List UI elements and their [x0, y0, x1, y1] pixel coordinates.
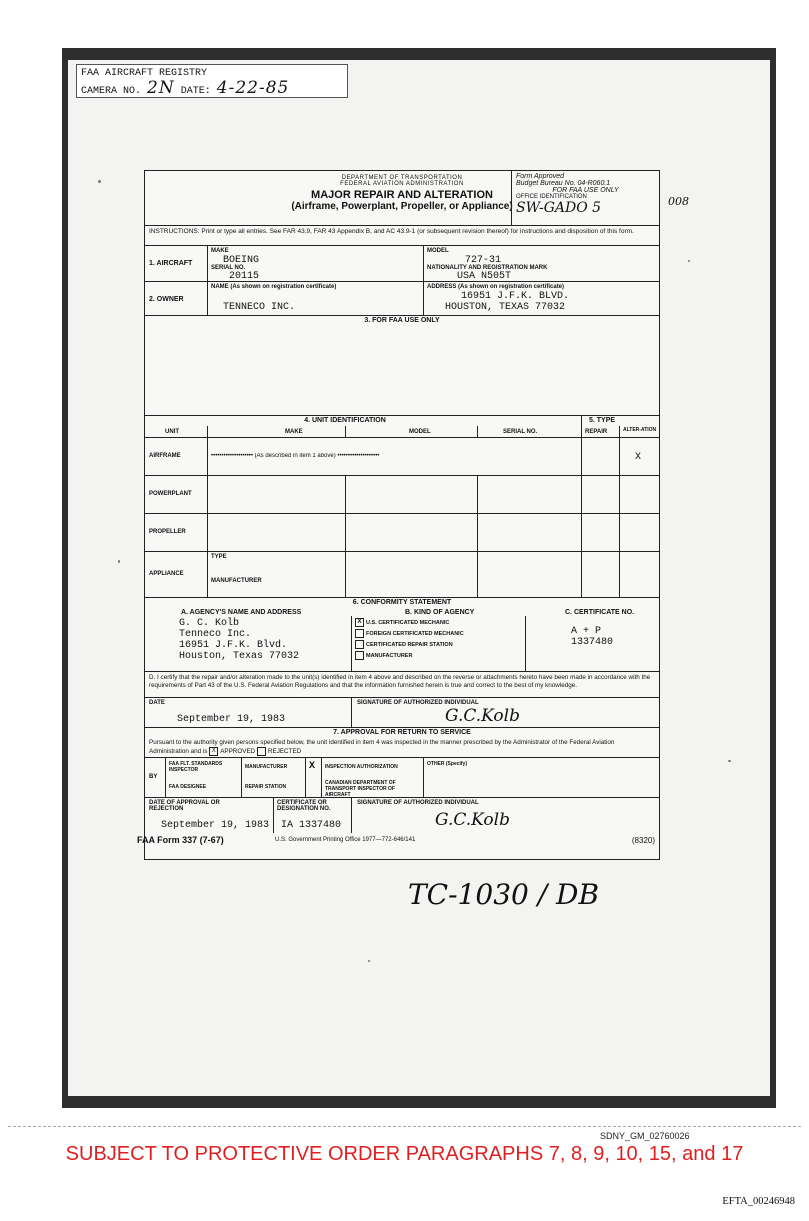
approval-date: September 19, 1983	[161, 820, 270, 831]
model-label: MODEL	[427, 248, 449, 254]
protective-order-notice: SUBJECT TO PROTECTIVE ORDER PARAGRAPHS 7, 8, 9, 10, 15, and 17	[65, 1143, 744, 1165]
airframe-description: •••••••••••••••••••• (As described in item 1 above) ••••••••••••••••••••	[211, 453, 380, 459]
cell-divider	[423, 282, 424, 315]
cell-divider	[619, 552, 620, 597]
owner-row	[145, 281, 659, 315]
efta-number: EFTA_00246948	[722, 1196, 795, 1207]
form-code: (8320)	[631, 836, 655, 845]
kind-label-station: CERTIFICATED REPAIR STATION	[366, 642, 453, 648]
cell-divider	[207, 246, 208, 281]
cell-divider	[619, 514, 620, 551]
kind-option	[355, 651, 464, 662]
cell-divider	[581, 438, 582, 475]
scanned-page	[62, 48, 776, 1108]
cell-divider	[351, 616, 352, 672]
unit-row-powerplant	[145, 475, 659, 513]
option-other: OTHER (Specify)	[427, 761, 468, 767]
type-section: 5. TYPE	[589, 417, 616, 424]
office-id-value: SW-GADO 5	[516, 200, 602, 216]
agency-line: Houston, Texas 77032	[179, 651, 300, 662]
col-serial: SERIAL NO.	[503, 429, 538, 435]
cell-divider	[207, 514, 208, 551]
document-id: SDNY_GM_02760026	[600, 1131, 690, 1141]
divider-line	[8, 1126, 801, 1127]
cell-divider	[423, 758, 424, 797]
cell-divider	[581, 552, 582, 597]
cert-line: A + P	[571, 626, 602, 637]
rejected-label: REJECTED	[267, 748, 302, 756]
unit-row-propeller	[145, 513, 659, 551]
kind-checkbox	[355, 629, 364, 638]
noise-speck	[728, 760, 731, 762]
cell-divider	[351, 798, 352, 833]
noise-speck	[118, 560, 120, 563]
form-footer	[137, 833, 659, 859]
conformity-signature-row	[145, 697, 659, 727]
approval-row	[145, 727, 659, 757]
cell-divider	[207, 552, 208, 597]
appliance-type-label: TYPE	[211, 554, 227, 560]
approved-label: APPROVED	[220, 748, 256, 756]
cell-divider	[581, 476, 582, 513]
conformity-date: September 19, 1983	[177, 714, 286, 725]
approval-statement: Pursuant to the authority given persons specified below, the unit identified in item 4 was inspected in the manner prescribed by the Administrator of the Federal Aviation Administration and is	[149, 739, 615, 756]
kind-label-foreign: FOREIGN CERTIFICATED MECHANIC	[366, 631, 464, 637]
cert-label: C. CERTIFICATE NO.	[565, 609, 635, 616]
owner-name-label: NAME (As shown on registration certificate)	[211, 284, 337, 290]
cell-divider	[477, 514, 478, 551]
approval-date-label: DATE OF APPROVAL OR REJECTION	[149, 800, 220, 812]
cert-lines	[571, 626, 613, 648]
conformity-section: 6. CONFORMITY STATEMENT	[352, 599, 452, 606]
aircraft-nationality: USA N505T	[457, 271, 512, 282]
noise-speck	[98, 180, 101, 183]
unit-propeller: PROPELLER	[149, 529, 186, 535]
conformity-row	[145, 597, 659, 671]
kind-option	[355, 618, 464, 629]
approval-cert-label: CERTIFICATE OR DESIGNATION NO.	[277, 800, 331, 812]
cell-divider	[345, 552, 346, 597]
approved-checkbox: X	[209, 747, 218, 756]
administration: FEDERAL AVIATION ADMINISTRATION	[340, 181, 464, 187]
faa-use-only: FOR FAA USE ONLY	[552, 187, 619, 194]
cell-divider	[423, 246, 424, 281]
unit-header-row	[145, 415, 659, 437]
department: DEPARTMENT OF TRANSPORTATION	[341, 175, 463, 181]
camera-number: 2N	[147, 78, 175, 98]
by-label: BY	[149, 774, 158, 780]
cell-divider	[241, 758, 242, 797]
registry-date: 4-22-85	[216, 78, 290, 98]
nationality-label: NATIONALITY AND REGISTRATION MARK	[427, 265, 548, 271]
cell-divider	[207, 476, 208, 513]
conformity-date-label: DATE	[149, 700, 165, 706]
col-model: MODEL	[409, 429, 431, 435]
cell-divider	[619, 476, 620, 513]
cert-line: 1337480	[571, 637, 614, 648]
office-id-label: OFFICE IDENTIFICATION	[516, 194, 587, 200]
form-title: MAJOR REPAIR AND ALTERATION	[311, 189, 493, 201]
aircraft-serial: 20115	[229, 271, 260, 282]
agency-line: Tenneco Inc.	[179, 629, 252, 640]
date-label: DATE:	[180, 86, 211, 97]
agency-lines	[179, 618, 299, 662]
col-repair: REPAIR	[585, 429, 608, 435]
cell-divider	[581, 514, 582, 551]
form-approved: Form Approved	[516, 173, 564, 180]
cell-divider	[477, 552, 478, 597]
owner-address-label: ADDRESS (As shown on registration certificate)	[427, 284, 565, 290]
cell-divider	[581, 416, 582, 437]
kind-option	[355, 629, 464, 640]
registry-camera-line	[81, 78, 343, 99]
cell-divider	[207, 438, 208, 475]
cell-divider	[525, 616, 526, 672]
unit-section: 4. UNIT IDENTIFICATION	[304, 417, 386, 424]
option-repair-station: REPAIR STATION	[245, 784, 287, 790]
cell-divider	[321, 758, 322, 797]
registry-stamp	[76, 64, 348, 98]
conformity-sig-label: SIGNATURE OF AUTHORIZED INDIVIDUAL	[357, 700, 479, 706]
ia-mark: X	[309, 761, 316, 772]
col-unit: UNIT	[165, 429, 179, 435]
approval-sig-label: SIGNATURE OF AUTHORIZED INDIVIDUAL	[357, 800, 479, 806]
camera-label: CAMERA NO.	[81, 86, 142, 97]
kind-checkbox	[355, 640, 364, 649]
col-alteration: ALTER-ATION	[623, 427, 657, 433]
approval-box	[511, 171, 659, 225]
serial-label: SERIAL NO.	[211, 265, 246, 271]
owner-name: TENNECO INC.	[223, 302, 296, 313]
form-number: FAA Form 337 (7-67)	[137, 835, 224, 845]
faa-only-row	[145, 315, 659, 415]
rejected-checkbox	[257, 747, 266, 756]
owner-section: 2. OWNER	[149, 296, 184, 303]
option-manufacturer: MANUFACTURER	[245, 764, 288, 770]
conformity-signature: G.C.Kolb	[445, 706, 520, 726]
aircraft-row	[145, 245, 659, 281]
agency-label: A. AGENCY'S NAME AND ADDRESS	[181, 609, 302, 616]
aircraft-make: BOEING	[223, 255, 260, 266]
kind-options	[355, 618, 464, 662]
cell-divider	[351, 698, 352, 727]
form-paper	[68, 60, 770, 1096]
certify-statement: D. I certify that the repair and/or alteration made to the unit(s) identified in item 4 above and described on the reverse or attachments hereto have been made in accordance with the requirements of Part 43 of the U.S. Federal Aviation Regulations and that the information furnished herein is true and correct to the best of my knowledge.	[145, 671, 659, 697]
cell-divider	[345, 514, 346, 551]
appliance-mfr-label: MANUFACTURER	[211, 578, 262, 584]
noise-speck	[368, 960, 370, 962]
noise-speck	[688, 260, 690, 262]
option-canadian: CANADIAN DEPARTMENT OF TRANSPORT INSPECTOR OF AIRCRAFT	[325, 780, 396, 798]
make-label: MAKE	[211, 248, 229, 254]
aircraft-section: 1. AIRCRAFT	[149, 260, 193, 267]
unit-powerplant: POWERPLANT	[149, 491, 192, 497]
faa-form-337	[137, 170, 689, 860]
cell-divider	[273, 798, 274, 833]
cell-divider	[207, 282, 208, 315]
instructions: INSTRUCTIONS: Print or type all entries. See FAR 43.9, FAR 43 Appendix B, and AC 43.9-1 (or subsequent revision thereof) for instructions and disposition of this form.	[145, 225, 659, 245]
kind-checkbox	[355, 651, 364, 660]
unit-appliance: APPLIANCE	[149, 571, 184, 577]
form-subtitle: (Airframe, Powerplant, Propeller, or Appliance)	[291, 201, 513, 212]
option-faa-designee: FAA DESIGNEE	[169, 784, 207, 790]
approval-by-row	[145, 757, 659, 797]
approval-section: 7. APPROVAL FOR RETURN TO SERVICE	[333, 729, 471, 736]
approval-signature-row	[145, 797, 659, 833]
owner-address-2: HOUSTON, TEXAS 77032	[445, 302, 566, 313]
airframe-alteration-mark: X	[635, 452, 642, 463]
aircraft-model: 727-31	[465, 255, 502, 266]
unit-airframe: AIRFRAME	[149, 453, 181, 459]
handwritten-note: TC-1030 / DB	[408, 878, 600, 911]
office-note: 008	[668, 195, 689, 208]
unit-row-appliance	[145, 551, 659, 597]
cell-divider	[477, 476, 478, 513]
registry-title: FAA AIRCRAFT REGISTRY	[81, 68, 208, 79]
option-inspection-auth: INSPECTION AUTHORIZATION	[325, 764, 398, 770]
cell-divider	[619, 438, 620, 475]
kind-label-us: U.S. CERTIFICATED MECHANIC	[366, 620, 450, 626]
agency-line: G. C. Kolb	[179, 618, 240, 629]
approval-text	[149, 739, 649, 756]
approval-signature: G.C.Kolb	[435, 810, 510, 830]
cell-divider	[165, 758, 166, 797]
unit-row-airframe	[145, 437, 659, 475]
approval-cert: IA 1337480	[281, 820, 342, 831]
cell-divider	[305, 758, 306, 797]
gpo-note: U.S. Government Printing Office 1977—772-646/141	[275, 837, 416, 843]
kind-label: B. KIND OF AGENCY	[405, 609, 475, 616]
budget-number: Budget Bureau No. 04-R060.1	[516, 180, 611, 187]
option-flt-standards: FAA FLT. STANDARDS INSPECTOR	[169, 761, 223, 773]
owner-address-1: 16951 J.F.K. BLVD.	[461, 291, 570, 302]
kind-option	[355, 640, 464, 651]
kind-label-mfr: MANUFACTURER	[366, 653, 413, 659]
col-make: MAKE	[285, 429, 303, 435]
kind-checkbox: X	[355, 618, 364, 627]
agency-line: 16951 J.F.K. Blvd.	[179, 640, 288, 651]
faa-only-section: 3. FOR FAA USE ONLY	[364, 317, 440, 324]
cell-divider	[345, 476, 346, 513]
